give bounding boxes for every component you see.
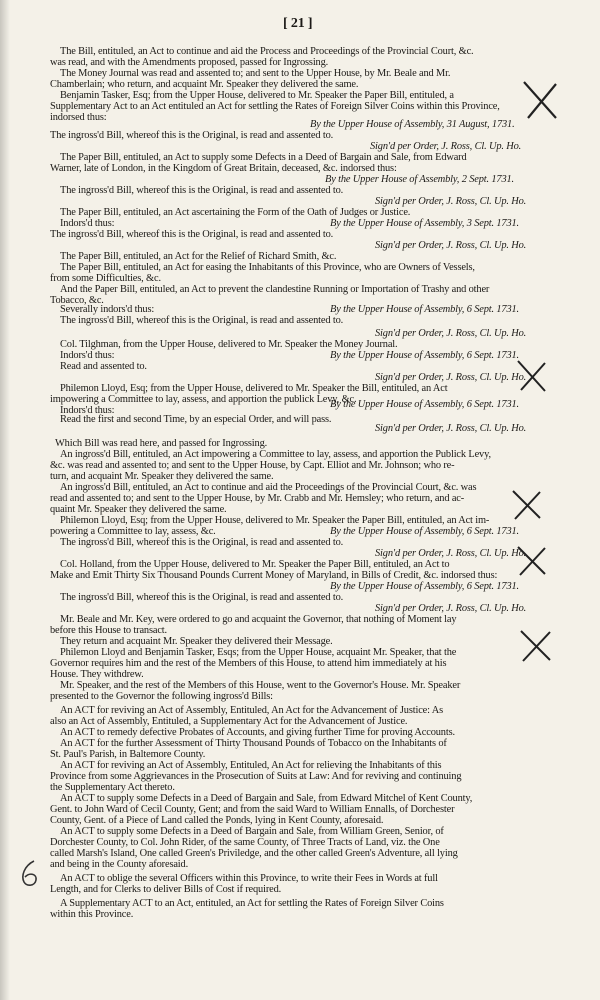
text-line: Governor requires him and the rest of the Members of this House, to attend him immediately at his [50, 658, 447, 669]
text-line: By the Upper House of Assembly, 6 Sept. 1731. [330, 304, 520, 315]
text-line: The ingross'd Bill, whereof this is the Original, is read and assented to. [60, 315, 344, 326]
text-line: called Marsh's Island, One called Green's Priviledge, and the other called Green's Adventure, all lying [50, 848, 458, 859]
text-line: Philemon Lloyd, Esq; from the Upper House, delivered to Mr. Speaker the Paper Bill, entituled, an Act im- [60, 515, 490, 526]
handwritten-x-icon [518, 628, 554, 664]
text-line: Read and assented to. [60, 361, 147, 372]
text-line: The Paper Bill, entituled, an Act ascertaining the Form of the Oath of Judges or Justice. [60, 207, 411, 218]
text-line: They return and acquaint Mr. Speaker they delivered their Message. [60, 636, 333, 647]
text-line: St. Paul's Parish, in Baltemore County. [50, 749, 206, 760]
text-line: Severally indors'd thus: [60, 304, 155, 315]
text-line: Warner, late of London, in the Kingdom of Great Britain, deceased, &c. indorsed thus: [50, 163, 397, 174]
text-line: Sign'd per Order, J. Ross, Cl. Up. Ho. [370, 141, 522, 152]
text-line: Col. Tilghman, from the Upper House, delivered to Mr. Speaker the Money Journal. [60, 339, 398, 350]
text-line: An ACT for reviving an Act of Assembly, Entituled, An Act for relieving the Inhabitants of this [60, 760, 442, 771]
text-line: turn, and acquaint Mr. Speaker they delivered the same. [50, 471, 274, 482]
text-line: The ingross'd Bill, whereof this is the Original, is read and assented to. [50, 130, 334, 141]
text-line: was read, and with the Amendments proposed, passed for Ingrossing. [50, 57, 329, 68]
text-line: Make and Emit Thirty Six Thousand Pounds Current Money of Maryland, in Bills of Credit, &c. indorsed thus: [50, 570, 498, 581]
text-line: &c. was read and assented to; and sent to the Upper House, by Capt. Elliot and Mr. Johnson; who re- [50, 460, 455, 471]
text-line: By the Upper House of Assembly, 31 August, 1731. [310, 119, 515, 130]
text-line: impowering a Committee to lay, assess, and apportion the publick Levy, &c. [50, 394, 357, 405]
text-line: Sign'd per Order, J. Ross, Cl. Up. Ho. [375, 372, 527, 383]
handwritten-6-icon [18, 858, 42, 888]
text-line: Province from some Aggrievances in the Prosecution of Suits at Law: And for reviving and continuing [50, 771, 462, 782]
text-line: The Paper Bill, entituled, an Act for easing the Inhabitants of this Province, who are Owners of Vessels, [60, 262, 475, 273]
text-line: Indors'd thus: [60, 405, 115, 416]
text-line: indorsed thus: [50, 112, 107, 123]
text-line: Sign'd per Order, J. Ross, Cl. Up. Ho. [375, 423, 527, 434]
text-line: An ACT for reviving an Act of Assembly, Entituled, An Act for the Advancement of Justice: As [60, 705, 444, 716]
text-line: Sign'd per Order, J. Ross, Cl. Up. Ho. [375, 603, 527, 614]
text-line: An ACT to oblige the several Officers within this Province, to write their Fees in Words at full [60, 873, 438, 884]
text-line: By the Upper House of Assembly, 6 Sept. 1731. [330, 399, 520, 410]
text-line: Indors'd thus: [60, 350, 115, 361]
text-line: Indors'd thus: [60, 218, 115, 229]
text-line: powering a Committee to lay, assess, &c. [50, 526, 216, 537]
text-line: Which Bill was read here, and passed for Ingrossing. [55, 438, 268, 449]
text-line: from some Difficulties, &c. [50, 273, 161, 284]
text-line: The Money Journal was read and assented to; and sent to the Upper House, by Mr. Beale and Mr. [60, 68, 451, 79]
text-line: Sign'd per Order, J. Ross, Cl. Up. Ho. [375, 240, 527, 251]
text-line: An ACT to remedy defective Probates of Accounts, and giving further Time for proving Accounts. [60, 727, 455, 738]
handwritten-x-icon [520, 78, 560, 122]
text-line: The Paper Bill, entituled, an Act for the Relief of Richard Smith, &c. [60, 251, 337, 262]
text-line: quaint Mr. Speaker they delivered the same. [50, 504, 227, 515]
text-line: Mr. Beale and Mr. Key, were ordered to go and acquaint the Governor, that nothing of Moment lay [60, 614, 457, 625]
text-line: By the Upper House of Assembly, 6 Sept. 1731. [330, 581, 520, 592]
text-line: Supplementary Act to an Act entituled an Act for settling the Rates of Foreign Silver Coins within this Province, [50, 101, 500, 112]
text-line: Read the first and second Time, by an especial Order, and will pass. [60, 414, 332, 425]
text-line: before this House to transact. [50, 625, 167, 636]
text-line: The ingross'd Bill, whereof this is the Original, is read and assented to. [60, 537, 344, 548]
handwritten-x-icon [510, 488, 544, 522]
page-edge-shadow [0, 0, 10, 1000]
text-line: within this Province. [50, 909, 134, 920]
text-line: Length, and for Clerks to deliver Bills of Cost if required. [50, 884, 282, 895]
text-line: A Supplementary ACT to an Act, entituled, an Act for settling the Rates of Foreign Silver Coins [60, 898, 444, 909]
text-line: The Paper Bill, entituled, an Act to supply some Defects in a Deed of Bargain and Sale, from Edward [60, 152, 467, 163]
text-line: An ACT to supply some Defects in a Deed of Bargain and Sale, from William Green, Senior, of [60, 826, 444, 837]
text-line: Sign'd per Order, J. Ross, Cl. Up. Ho. [375, 328, 527, 339]
text-line: Philemon Lloyd, Esq; from the Upper House, delivered to Mr. Speaker the Bill, entituled, an Act [60, 383, 448, 394]
text-line: Dorchester County, to Col. John Rider, of the same County, of Three Tracts of Land, viz. the One [50, 837, 440, 848]
text-line: and being in the County aforesaid. [50, 859, 189, 870]
text-line: The Bill, entituled, an Act to continue and aid the Process and Proceedings of the Provincial Court, &c. [60, 46, 474, 57]
text-line: The ingross'd Bill, whereof this is the Original, is read and assented to. [60, 592, 344, 603]
text-line: By the Upper House of Assembly, 6 Sept. 1731. [330, 350, 520, 361]
text-line: Col. Holland, from the Upper House, delivered to Mr. Speaker the Paper Bill, entituled, an Act to [60, 559, 450, 570]
text-line: By the Upper House of Assembly, 3 Sept. 1731. [330, 218, 520, 229]
text-line: An ingross'd Bill, entituled, an Act to continue and aid the Proceedings of the Provincial Court, &c. was [60, 482, 477, 493]
text-line: also an Act of Assembly, Entituled, a Supplementary Act for the Advancement of Justice. [50, 716, 408, 727]
text-line: Gent. to John Ward of Cecil County, Gent; and from the said Ward to William Ennalls, of Dorchester [50, 804, 455, 815]
text-line: House. They withdrew. [50, 669, 144, 680]
text-line: By the Upper House of Assembly, 2 Sept. 1731. [325, 174, 515, 185]
text-line: And the Paper Bill, entituled, an Act to prevent the clandestine Running or Importation of Trashy and other [60, 284, 490, 295]
text-line: Tobacco, &c. [50, 295, 104, 306]
text-line: presented to the Governor the following ingross'd Bills: [50, 691, 273, 702]
text-line: Sign'd per Order, J. Ross, Cl. Up. Ho. [375, 196, 527, 207]
handwritten-x-icon [515, 358, 549, 394]
text-line: Chamberlain; who return, and acquaint Mr. Speaker they delivered the same. [50, 79, 359, 90]
text-line: An ingross'd Bill, entituled, an Act impowering a Committee to lay, assess, and apportion the Publick Levy, [60, 449, 491, 460]
text-line: Sign'd per Order, J. Ross, Cl. Up. Ho. [375, 548, 527, 559]
text-line: read and assented to; and sent to the Upper House, by Mr. Crabb and Mr. Hemsley; who return, and ac- [50, 493, 465, 504]
handwritten-x-icon [515, 544, 549, 578]
text-line: By the Upper House of Assembly, 6 Sept. 1731. [330, 526, 520, 537]
text-line: An ACT for the further Assessment of Thirty Thousand Pounds of Tobacco on the Inhabitants of [60, 738, 447, 749]
text-line: Mr. Speaker, and the rest of the Members of this House, went to the Governor's House. Mr. Speaker [60, 680, 461, 691]
text-line: An ACT to supply some Defects in a Deed of Bargain and Sale, from Edward Mitchel of Kent County, [60, 793, 473, 804]
text-line: Benjamin Tasker, Esq; from the Upper House, delivered to Mr. Speaker the Paper Bill, entituled, a [60, 90, 454, 101]
page-number: [ 21 ] [283, 16, 313, 31]
text-line: County, Gent. of a Piece of Land called the Ponds, lying in Kent County, aforesaid. [50, 815, 384, 826]
text-line: the Supplementary Act thereto. [50, 782, 175, 793]
text-line: The ingross'd Bill, whereof this is the Original, is read and assented to. [50, 229, 334, 240]
text-line: Philemon Lloyd and Benjamin Tasker, Esqs; from the Upper House, acquaint Mr. Speaker, that the [60, 647, 457, 658]
text-line: The ingross'd Bill, whereof this is the Original, is read and assented to. [60, 185, 344, 196]
